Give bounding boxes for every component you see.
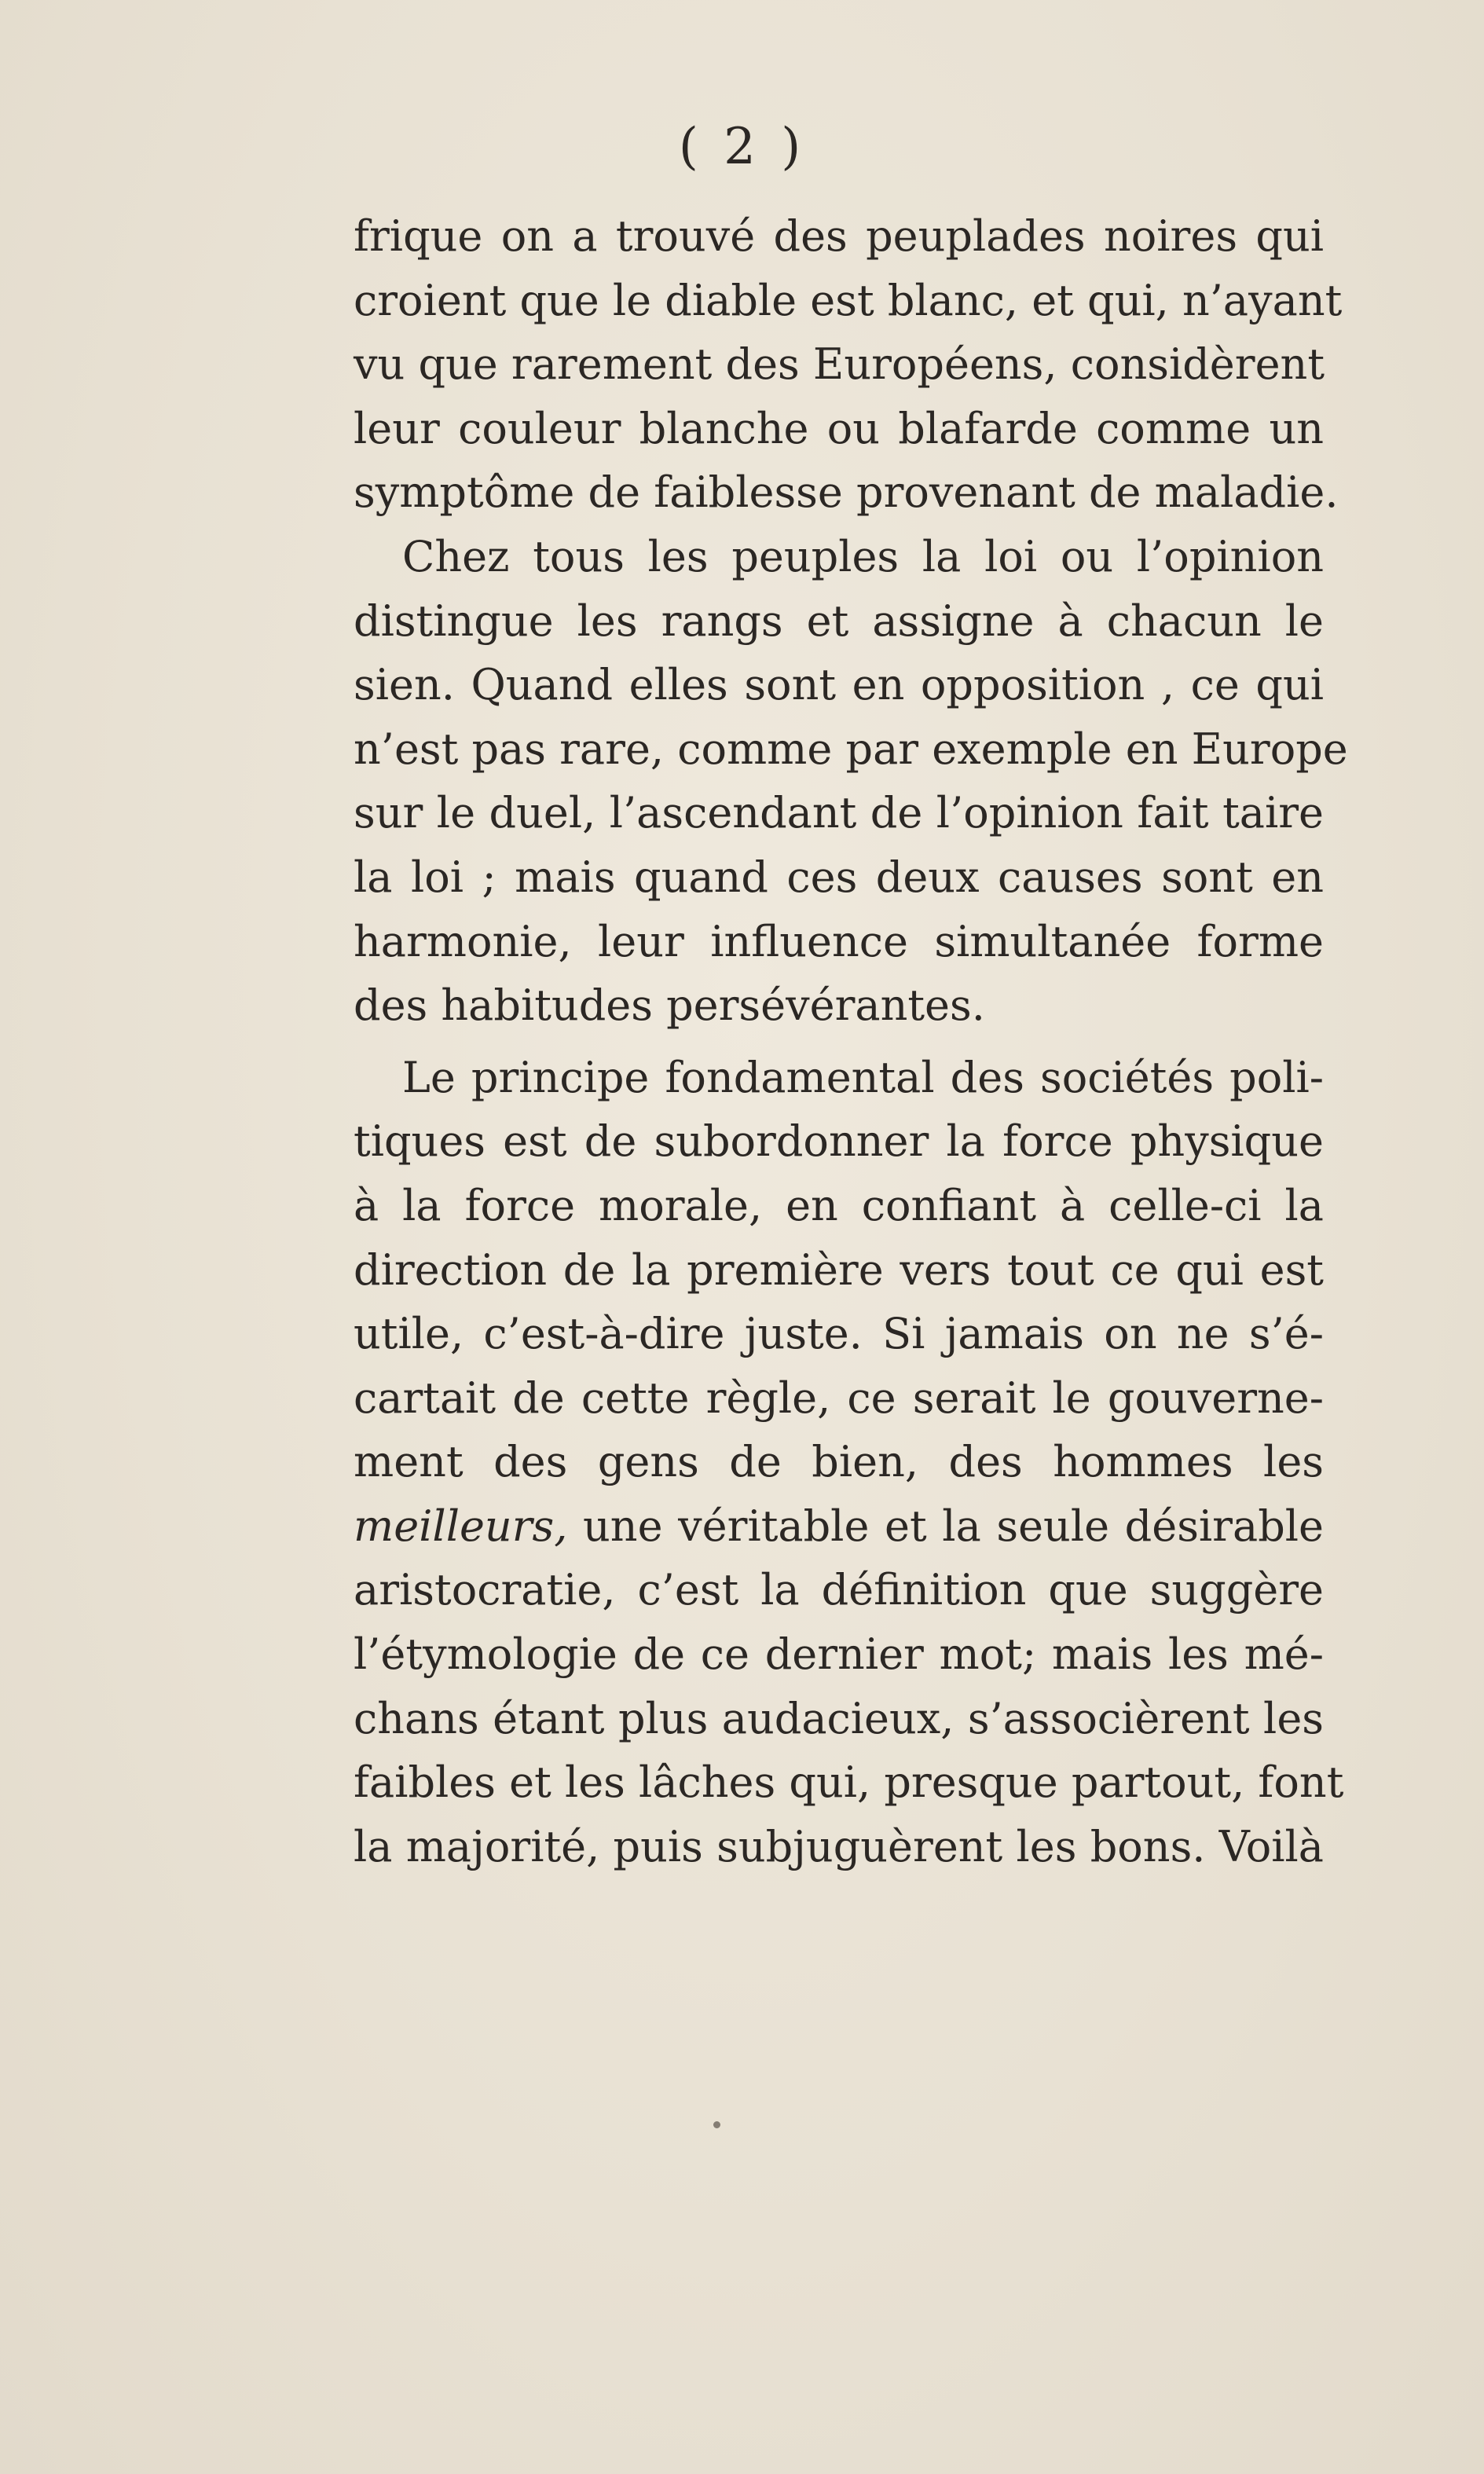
text-line: harmonie, leur influence simultanée forme bbox=[354, 916, 1324, 966]
text-line: la loi ; mais quand ces deux causes sont en bbox=[354, 852, 1324, 902]
text-line: la majorité, puis subjuguèrent les bons. Voilà bbox=[354, 1821, 1324, 1871]
text-line: tiques est de subordonner la force physique bbox=[354, 1116, 1324, 1167]
text-line: cartait de cette règle, ce serait le gouverne- bbox=[354, 1373, 1324, 1423]
text-line: sien. Quand elles sont en opposition , ce qui bbox=[354, 660, 1324, 710]
text-line: frique on a trouvé des peuplades noires qui bbox=[354, 211, 1324, 261]
text-line: Le principe fondamental des sociétés poli- bbox=[402, 1052, 1324, 1102]
paragraph-2 bbox=[354, 525, 1348, 1038]
paragraph-3 bbox=[354, 1046, 1344, 1879]
text-line: croient que le diable est blanc, et qui, n’ayant bbox=[354, 275, 1343, 325]
text-line-rest: une véritable et la seule désirable bbox=[567, 1501, 1324, 1551]
text-line-with-italic bbox=[354, 1494, 1324, 1559]
text-line: chans étant plus audacieux, s’associèrent les bbox=[354, 1693, 1324, 1743]
text-line: des habitudes persévérantes. bbox=[354, 980, 985, 1031]
text-line: ment des gens de bien, des hommes les bbox=[354, 1437, 1324, 1487]
text-line: l’étymologie de ce dernier mot; mais les mé- bbox=[354, 1629, 1324, 1680]
page-number: ( 2 ) bbox=[678, 118, 806, 176]
text-line: sur le duel, l’ascendant de l’opinion fait taire bbox=[354, 788, 1324, 838]
text-line: faibles et les lâches qui, presque partout, font bbox=[354, 1757, 1344, 1808]
text-line: vu que rarement des Européens, considèrent bbox=[354, 339, 1325, 390]
text-line: symptôme de faiblesse provenant de maladie. bbox=[354, 467, 1339, 518]
text-line: distingue les rangs et assigne à chacun le bbox=[354, 596, 1324, 646]
text-line: n’est pas rare, comme par exemple en Europe bbox=[354, 724, 1348, 774]
text-line: utile, c’est-à-dire juste. Si jamais on ne s’é- bbox=[354, 1309, 1324, 1359]
text-line: Chez tous les peuples la loi ou l’opinion bbox=[402, 531, 1324, 581]
text-line: aristocratie, c’est la définition que suggère bbox=[354, 1565, 1324, 1615]
text-line: direction de la première vers tout ce qui est bbox=[354, 1244, 1324, 1295]
italic-word: meilleurs, bbox=[354, 1501, 568, 1551]
ink-speck bbox=[713, 2121, 720, 2128]
body-text bbox=[354, 204, 1348, 1878]
text-line: leur couleur blanche ou blafarde comme un bbox=[354, 403, 1324, 453]
paragraph-1 bbox=[354, 204, 1343, 525]
text-line: à la force morale, en confiant à celle-ci la bbox=[354, 1180, 1324, 1230]
